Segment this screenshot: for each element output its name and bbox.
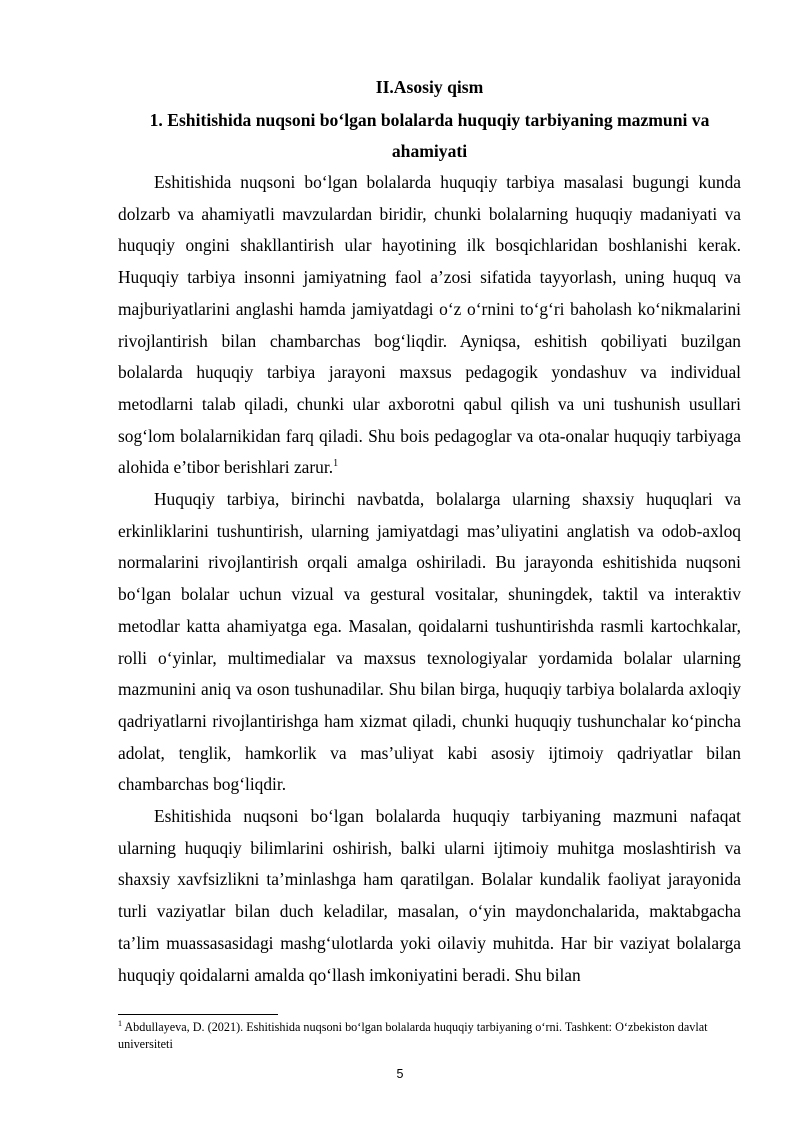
- paragraph-1: [118, 167, 741, 484]
- footnote-text: Abdullayeva, D. (2021). Eshitishida nuqsoni bo‘lgan bolalarda huquqiy tarbiyaning o‘rni. Tashkent: O‘zbekiston davlat universiteti: [118, 1020, 708, 1051]
- paragraph-2: Huquqiy tarbiya, birinchi navbatda, bolalarga ularning shaxsiy huquqlari va erkinliklarini tushuntirish, ularning jamiyatdagi mas’uliyatini anglatish va odob-axloq normalarini rivojlantirish orqali amalga oshiriladi. Bu jarayonda eshitishida nuqsoni bo‘lgan bolalar uchun vizual va gestural vositalar, shuningdek, taktil va interaktiv metodlar katta ahamiyatga ega. Masalan, qoidalarni tushuntirishda rasmli kartochkalar, rolli o‘yinlar, multimedialar va maxsus texnologiyalar yordamida bolalar ularning mazmunini aniq va oson tushunadilar. Shu bilan birga, huquqiy tarbiya bolalarda axloqiy qadriyatlarni rivojlantirishga ham xizmat qiladi, chunki huquqiy tushunchalar ko‘pincha adolat, tenglik, hamkorlik va mas’uliyat kabi asosiy ijtimoiy qadriyatlar bilan chambarchas bog‘liqdir.: [118, 489, 741, 795]
- footnote-marker: 1: [118, 1018, 122, 1028]
- part-title: II.Asosiy qism: [375, 77, 484, 97]
- footnote-area: [118, 1014, 741, 1053]
- paragraph-1-text: Eshitishida nuqsoni bo‘lgan bolalarda huquqiy tarbiya masalasi bugungi kunda dolzarb va ahamiyatli mavzulardan biridir, chunki bolalarning huquqiy madaniyati va huquqiy ongini shakllantirish ular hayotining ilk bosqichlaridan boshlanishi kerak. Huquqiy tarbiya insonni jamiyatning faol a’zosi sifatida tayyorlash, uning huquq va majburiyatlarini anglashi hamda jamiyatdagi o‘z o‘rnini to‘g‘ri baholash ko‘nikmalarini rivojlantirish bilan chambarchas bog‘liqdir. Ayniqsa, eshitish qobiliyati buzilgan bolalarda huquqiy tarbiya jarayoni maxsus pedagogik yondashuv va individual metodlarni talab qiladi, chunki ular axborotni qabul qilish va uni tushunish usullari sog‘lom bolalarnikidan farq qiladi. Shu bois pedagoglar va ota-onalar huquqiy tarbiyaga alohida e’tibor berishlari zarur.: [118, 172, 741, 478]
- paragraph-3: Eshitishida nuqsoni bo‘lgan bolalarda huquqiy tarbiyaning mazmuni nafaqat ularning huquqiy bilimlarini oshirish, balki ularni ijtimoiy muhitga moslashtirish va shaxsiy xavfsizlikni ta’minlashga ham qaratilgan. Bolalar kundalik faoliyat jarayonida turli vaziyatlar bilan duch keladilar, masalan, o‘yin maydonchalarida, maktabgacha ta’lim muassasasidagi mashg‘ulotlarda yoki oilaviy muhitda. Har bir vaziyat bolalarga huquqiy qoidalarni amalda qo‘llash imkoniyatini beradi. Shu bilan: [118, 806, 741, 985]
- footnote-reference[interactable]: 1: [333, 458, 339, 470]
- section-title: 1. Eshitishida nuqsoni bo‘lgan bolalarda huquqiy tarbiyaning mazmuni va ahamiyati: [149, 110, 710, 161]
- page-body: [118, 72, 741, 991]
- page-number: 5: [396, 1067, 404, 1081]
- footnote: [118, 1019, 741, 1053]
- footnote-separator: [118, 1014, 278, 1015]
